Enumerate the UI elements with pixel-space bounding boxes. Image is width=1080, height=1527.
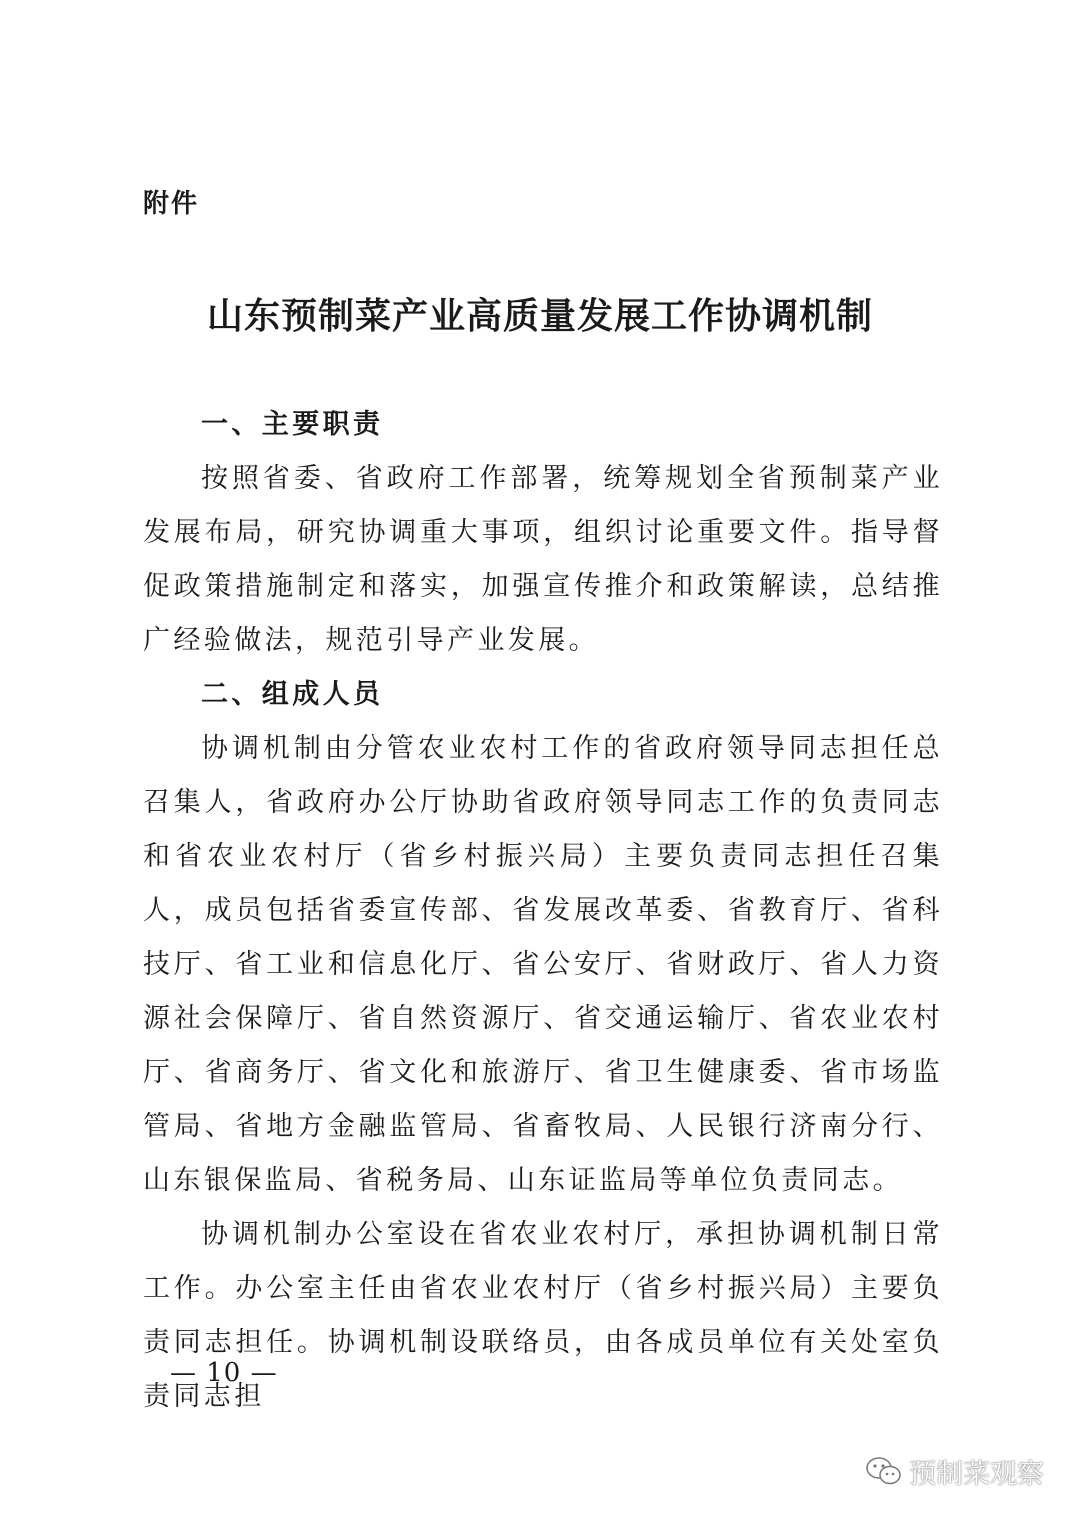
watermark bbox=[865, 1452, 1044, 1491]
attachment-label: 附件 bbox=[143, 189, 200, 219]
document-title: 山东预制菜产业高质量发展工作协调机制 bbox=[206, 295, 873, 337]
section-heading-members: 二、组成人员 bbox=[201, 679, 384, 710]
watermark-text: 预制菜观察 bbox=[909, 1459, 1044, 1490]
paragraph-office: 协调机制办公室设在省农业农村厅，承担协调机制日常工作。办公室主任由省农业农村厅（省乡村振兴局）主要负责同志担任。协调机制设联络员，由各成员单位有关处室负责同志担 bbox=[143, 1219, 943, 1412]
paragraph-members: 协调机制由分管农业农村工作的省政府领导同志担任总召集人，省政府办公厅协助省政府领导同志工作的负责同志和省农业农村厅（省乡村振兴局）主要负责同志担任召集人，成员包括省委宣传部、省发展改革委、省教育厅、省科技厅、省工业和信息化厅、省公安厅、省财政厅、省人力资源社会保障厅、省自然资源厅、省交通运输厅、省农业农村厅、省商务厅、省文化和旅游厅、省卫生健康委、省市场监管局、省地方金融监管局、省畜牧局、人民银行济南分行、山东银保监局、省税务局、山东证监局等单位负责同志。 bbox=[143, 733, 943, 1196]
page-number: — 10 — bbox=[170, 1358, 278, 1388]
paragraph-duties: 按照省委、省政府工作部署，统筹规划全省预制菜产业发展布局，研究协调重大事项，组织讨论重要文件。指导督促政策措施制定和落实，加强宣传推介和政策解读，总结推广经验做法，规范引导产业发展。 bbox=[143, 463, 943, 656]
document-body bbox=[143, 398, 943, 1424]
wechat-icon bbox=[865, 1456, 903, 1488]
section-heading-duties: 一、主要职责 bbox=[201, 409, 384, 440]
